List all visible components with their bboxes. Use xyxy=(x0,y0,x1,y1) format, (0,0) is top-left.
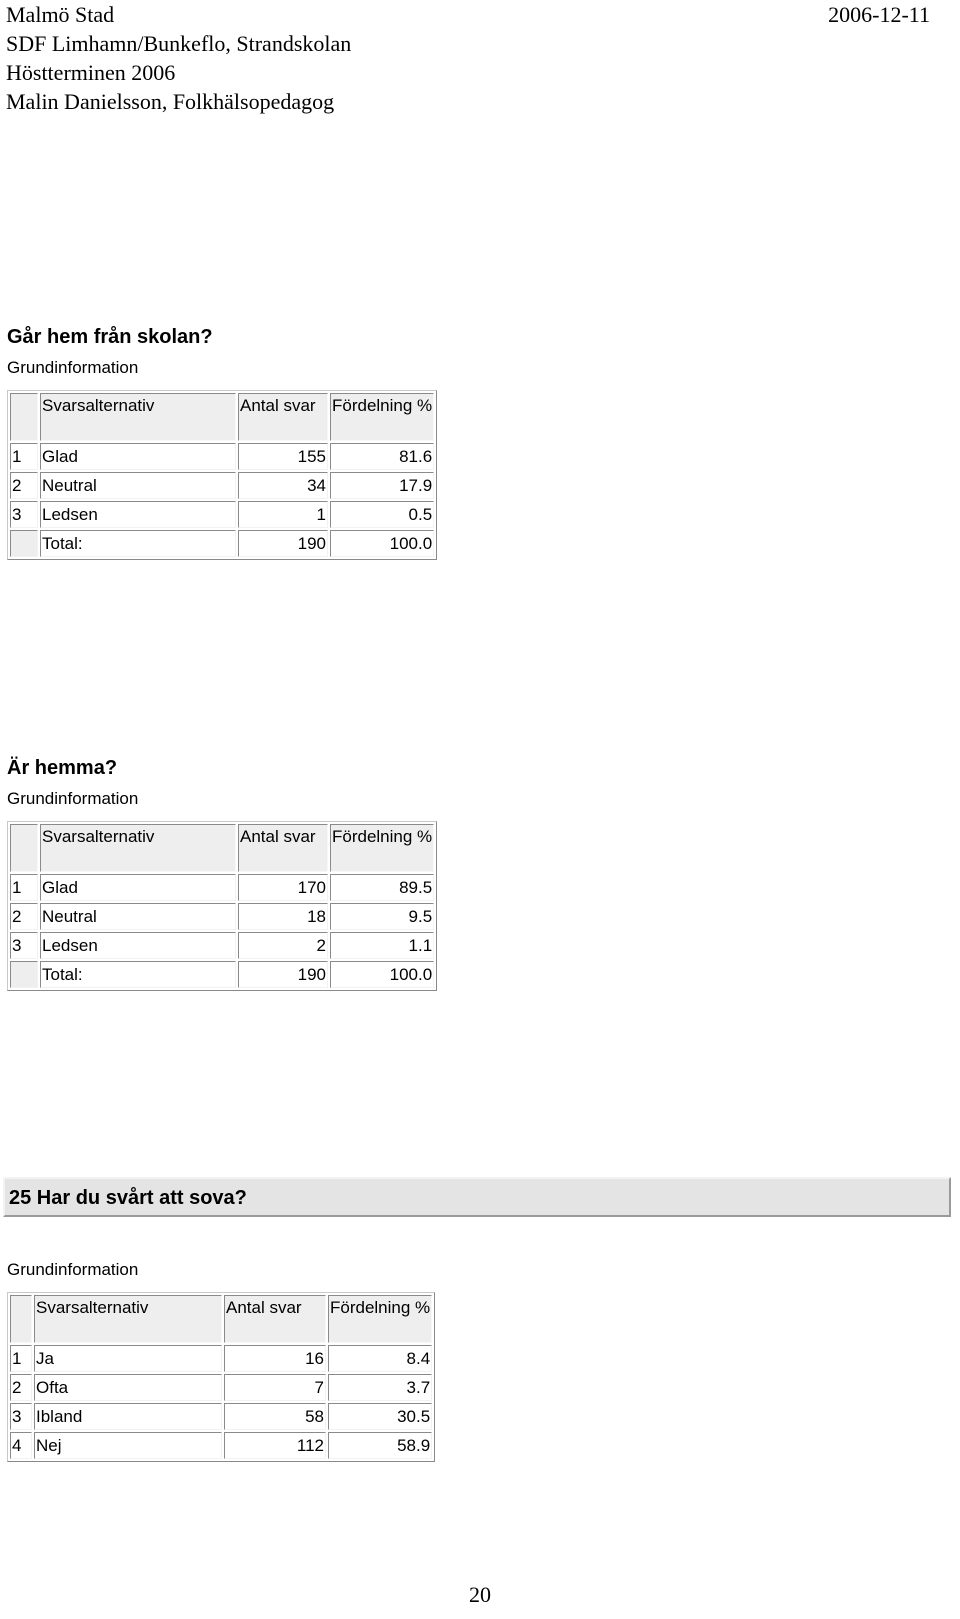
row-alternative: Glad xyxy=(40,443,236,470)
header-cell-count: Antal svar xyxy=(238,824,328,872)
header-cell-distribution: Fördelning % xyxy=(330,824,434,872)
row-percent: 9.5 xyxy=(330,903,434,930)
header-cell-alternative: Svarsalternativ xyxy=(40,824,236,872)
total-count: 190 xyxy=(238,530,328,557)
section-subtitle: Grundinformation xyxy=(7,358,139,377)
header-cell-empty xyxy=(10,393,38,441)
row-percent: 58.9 xyxy=(328,1432,432,1459)
table-row xyxy=(10,1403,432,1430)
row-alternative: Ibland xyxy=(34,1403,222,1430)
row-percent: 3.7 xyxy=(328,1374,432,1401)
total-count: 190 xyxy=(238,961,328,988)
results-table xyxy=(7,390,437,560)
row-number: 2 xyxy=(10,472,38,499)
table-header-row xyxy=(10,1295,432,1343)
question-title: Är hemma? xyxy=(7,757,118,779)
row-number: 3 xyxy=(10,932,38,959)
results-table xyxy=(7,1292,435,1462)
row-number: 3 xyxy=(10,1403,32,1430)
row-percent: 0.5 xyxy=(330,501,434,528)
row-percent: 89.5 xyxy=(330,874,434,901)
table-row xyxy=(10,1374,432,1401)
row-number: 2 xyxy=(10,903,38,930)
section-subtitle: Grundinformation xyxy=(7,1260,139,1279)
table-row xyxy=(10,443,434,470)
page-number: 20 xyxy=(469,1582,491,1607)
header-cell-empty xyxy=(10,1295,32,1343)
header-org: Malmö Stad xyxy=(6,2,115,27)
row-count: 2 xyxy=(238,932,328,959)
row-alternative: Glad xyxy=(40,874,236,901)
row-number: 1 xyxy=(10,874,38,901)
row-count: 18 xyxy=(238,903,328,930)
question-title: Går hem från skolan? xyxy=(7,326,213,348)
header-cell-distribution: Fördelning % xyxy=(330,393,434,441)
section-subtitle: Grundinformation xyxy=(7,789,139,808)
row-number: 4 xyxy=(10,1432,32,1459)
question-title: 25 Har du svårt att sova? xyxy=(9,1187,247,1209)
row-alternative: Ledsen xyxy=(40,501,236,528)
results-table xyxy=(7,821,437,991)
row-count: 112 xyxy=(224,1432,326,1459)
header-cell-count: Antal svar xyxy=(224,1295,326,1343)
header-author: Malin Danielsson, Folkhälsopedagog xyxy=(6,89,335,114)
row-number: 2 xyxy=(10,1374,32,1401)
row-count: 155 xyxy=(238,443,328,470)
table-row xyxy=(10,472,434,499)
header-school: SDF Limhamn/Bunkeflo, Strandskolan xyxy=(6,31,352,56)
row-alternative: Ja xyxy=(34,1345,222,1372)
total-empty-cell xyxy=(10,961,38,988)
table-total-row xyxy=(10,961,434,988)
table-header-row xyxy=(10,824,434,872)
total-label: Total: xyxy=(40,961,236,988)
row-alternative: Ledsen xyxy=(40,932,236,959)
row-count: 1 xyxy=(238,501,328,528)
table-row xyxy=(10,874,434,901)
header-cell-alternative: Svarsalternativ xyxy=(40,393,236,441)
row-count: 7 xyxy=(224,1374,326,1401)
row-percent: 8.4 xyxy=(328,1345,432,1372)
row-count: 58 xyxy=(224,1403,326,1430)
header-cell-alternative: Svarsalternativ xyxy=(34,1295,222,1343)
row-count: 16 xyxy=(224,1345,326,1372)
total-label: Total: xyxy=(40,530,236,557)
header-term: Höstterminen 2006 xyxy=(6,60,176,85)
document-header xyxy=(6,0,351,116)
row-count: 170 xyxy=(238,874,328,901)
row-count: 34 xyxy=(238,472,328,499)
table-row xyxy=(10,1432,432,1459)
row-percent: 30.5 xyxy=(328,1403,432,1430)
row-percent: 1.1 xyxy=(330,932,434,959)
row-alternative: Neutral xyxy=(40,903,236,930)
header-cell-distribution: Fördelning % xyxy=(328,1295,432,1343)
table-row xyxy=(10,932,434,959)
table-row xyxy=(10,1345,432,1372)
row-alternative: Nej xyxy=(34,1432,222,1459)
row-number: 1 xyxy=(10,1345,32,1372)
table-row xyxy=(10,501,434,528)
header-cell-empty xyxy=(10,824,38,872)
total-percent: 100.0 xyxy=(330,961,434,988)
table-row xyxy=(10,903,434,930)
header-cell-count: Antal svar xyxy=(238,393,328,441)
table-total-row xyxy=(10,530,434,557)
table-header-row xyxy=(10,393,434,441)
header-date: 2006-12-11 xyxy=(828,2,930,27)
total-empty-cell xyxy=(10,530,38,557)
row-alternative: Ofta xyxy=(34,1374,222,1401)
row-number: 3 xyxy=(10,501,38,528)
row-percent: 81.6 xyxy=(330,443,434,470)
row-number: 1 xyxy=(10,443,38,470)
row-percent: 17.9 xyxy=(330,472,434,499)
row-alternative: Neutral xyxy=(40,472,236,499)
question-title-bar xyxy=(3,1177,951,1217)
total-percent: 100.0 xyxy=(330,530,434,557)
